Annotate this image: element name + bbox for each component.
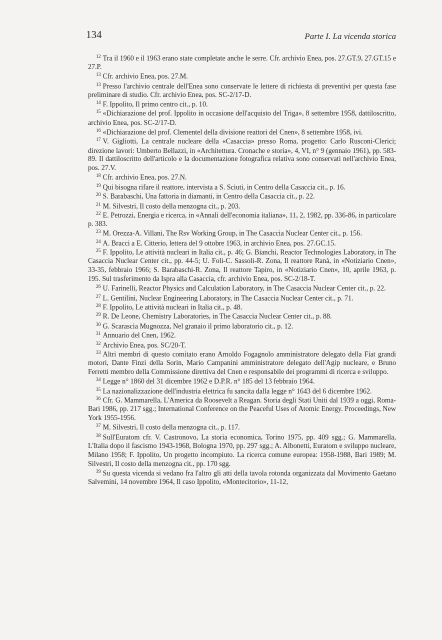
footnote-text: Presso l'archivio centrale dell'Enea sono conservate le lettere di richiesta di preventivi per questa fase preliminare di studio. Cfr. archivio Enea, pos. SC-2/17-D. (88, 82, 396, 100)
footnote (88, 183, 396, 192)
footnote-text: G. Scarascia Mugnozza, Nel granaio il primo laboratorio cit., p. 12. (102, 322, 294, 331)
footnote (88, 377, 396, 386)
footnote (88, 54, 396, 72)
footnote-number: 39 (96, 469, 101, 475)
footnote-number: 15 (96, 110, 101, 116)
footnote-number: 25 (96, 249, 101, 255)
footnote-number: 30 (96, 322, 101, 328)
footnote-text: S. Barabaschi, Una fattoria in diamanti, in Centro della Casaccia cit., p. 22. (102, 192, 315, 201)
footnote (88, 387, 396, 396)
footnote-text: V. Gigliotti, La centrale nucleare della «Casaccia» presso Roma, progetto: Carlo Rusconi-Clerici; direzione lavori: Umberto Bellazzi, in «Architettura. Cronache e storia», 4, VI, n° 9 (gennaio 1961), pp. 583-89. Il dattiloscritto dell'articolo e la documentazione fotografica relativa sono conservati nell'archivio Enea, pos. 27.V. (88, 137, 396, 173)
footnote-number: 16 (96, 128, 101, 134)
footnote (88, 137, 396, 173)
footnote-text: M. Orezza-A. Villani, The Rsv Working Group, in The Casaccia Nuclear Center cit., p. 156. (102, 229, 362, 238)
footnote-text: E. Petrozzi, Energia e ricerca, in «Annali dell'economia italiana», 11, 2, 1982, pp. 336-86, in particolare p. 383. (88, 211, 396, 229)
footnote-text: F. Ippolito, Il primo centro cit., p. 10. (102, 100, 208, 109)
footnote-number: 32 (96, 341, 101, 347)
footnote-text: Tra il 1960 e il 1963 erano state completate anche le serre. Cfr. archivio Enea, pos. 27.GT.9, 27.GT.15 e 27.P. (88, 54, 396, 72)
footnote (88, 350, 396, 377)
footnote (88, 229, 396, 238)
footnote (88, 284, 396, 293)
footnote-text: Su questa vicenda si vedano fra l'altro gli atti della tavola rotonda organizzata dal Movimento Gaetano Salvemini, 14 novembre 1964, Il caso Ippolito, «Montecitorio», 11-12, (88, 469, 396, 487)
footnote-number: 23 (96, 230, 101, 236)
running-head: Parte I. La vicenda storica (304, 31, 396, 41)
footnote-number: 38 (96, 433, 101, 439)
footnote (88, 109, 396, 127)
footnote-text: L. Gentilini, Nuclear Engineering Laboratory, in The Casaccia Nuclear Center cit., p. 71. (102, 294, 354, 303)
footnote-number: 17 (96, 138, 101, 144)
footnote-number: 36 (96, 397, 101, 403)
footnotes-section (88, 54, 396, 634)
page-number: 134 (86, 30, 102, 41)
footnote-text: M. Silvestri, Il costo della menzogna cit., p. 117. (102, 423, 240, 432)
footnote (88, 433, 396, 469)
footnote-number: 37 (96, 424, 101, 430)
footnote-text: Sull'Euratom cfr. V. Castronovo, La storia economica, Torino 1975, pp. 409 sgg.; G. Mammarella, L'Italia dopo il fascismo 1943-1968, Bologna 1970, pp. 297 sgg.; A. Albonetti, Euratom e sviluppo nucleare, Milano 1958; F. Ippolito, Un progetto incompiuto. La ricerca comune europea: 1958-1988, Bari 1989; M. Silvestri, Il costo della menzogna cit., pp. 170 sgg. (88, 433, 396, 468)
footnote (88, 303, 396, 312)
footnote-number: 28 (96, 303, 101, 309)
footnote (88, 341, 396, 350)
footnote-text: U. Farinelli, Reactor Physics and Calculation Laboratory, in The Casaccia Nuclear Center cit., p. 22. (102, 284, 386, 293)
footnote-text: Archivio Enea, pos. SC/20-T. (102, 341, 187, 350)
footnote-text: Cfr. G. Mammarella, L'America da Roosevelt a Reagan. Storia degli Stati Uniti dal 1939 a oggi, Roma-Bari 1986, pp. 217 sgg.; International Conference on the Peaceful Uses of Atomic Energy. Proceedings, New York 1955-1956. (88, 396, 396, 423)
footnote-number: 33 (96, 351, 101, 356)
footnote-number: 26 (96, 285, 101, 291)
footnote-number: 31 (96, 332, 101, 338)
footnote-text: R. De Leone, Chemistry Laboratories, in The Casaccia Nuclear Center cit., p. 88. (102, 312, 332, 321)
footnote (88, 192, 396, 201)
footnote (88, 128, 396, 137)
footnote (88, 294, 396, 303)
footnote (88, 331, 396, 340)
footnote-text: F. Ippolito, Le attività nucleari in Italia cit., p. 46; G. Bianchi, Reactor Technologies Laboratory, in The Casaccia Nuclear Center cit., pp. 44-5; U. Foli-C. Sassoli-R. Zona, Il reattore Ranà, in «Notiziario Cnen», 33-35, febbraio 1966; S. Barabaschi-R. Zona, Il reattore Tapiro, in «Notiziario Cnen», 10, aprile 1963, p. 195. Sul trasferimento da Ispra alla Casaccia, cfr. archivio Enea, pos. SC-2/18-T. (88, 248, 396, 284)
footnote-number: 14 (96, 101, 101, 107)
footnote-number: 19 (96, 183, 101, 189)
footnote-text: M. Silvestri, Il costo della menzogna cit., p. 203. (102, 202, 241, 210)
footnote-number: 20 (96, 193, 101, 199)
page-header (86, 30, 396, 44)
footnote-text: Legge n° 1860 del 31 dicembre 1962 e D.P.R. n° 185 del 13 febbraio 1964. (102, 377, 315, 386)
footnote (88, 82, 396, 100)
footnote-number: 27 (96, 294, 101, 300)
footnote (88, 248, 396, 284)
footnote-text: A. Bracci a E. Citterio, lettera del 9 ottobre 1963, in archivio Enea, pos. 27.GC.15. (102, 239, 336, 248)
footnote-number: 35 (96, 387, 101, 393)
footnote-number: 21 (96, 202, 101, 208)
footnote-number: 29 (96, 313, 101, 319)
footnote-number: 24 (96, 239, 101, 245)
footnote-number: 22 (96, 211, 101, 217)
footnote (88, 239, 396, 248)
footnote (88, 312, 396, 321)
footnote (88, 396, 396, 423)
footnote-text: Qui bisogna rifare il reattore, intervista a S. Sciuti, in Centro della Casaccia cit., p. 16. (102, 183, 346, 192)
footnote (88, 423, 396, 432)
footnote (88, 469, 396, 487)
footnote (88, 173, 396, 182)
footnote (88, 211, 396, 229)
footnote (88, 202, 396, 211)
footnote-number: 13 (96, 82, 101, 88)
footnote-text: Cfr. archivio Enea, pos. 27.N. (102, 173, 187, 182)
footnote-text: Annuario del Cnen, 1962. (102, 331, 176, 340)
footnote-number: 13 (96, 73, 101, 79)
footnote (88, 322, 396, 331)
footnote-number: 12 (96, 55, 101, 60)
footnote-text: Altri membri di questo comitato erano Arnoldo Fogagnolo amministratore delegato della Fiat grandi motori, Dante Finzi della Sorin, Mario Campanini amministratore delegato dell'Agip nucleare, e Bruno Ferretti membro della Commissione direttiva del Cnen e responsabile dei programmi di ricerca e sviluppo. (88, 350, 396, 377)
footnote-text: F. Ippolito, Le attività nucleari in Italia cit., p. 48. (102, 303, 243, 312)
footnote (88, 72, 396, 81)
footnote (88, 100, 396, 109)
footnote-text: «Dichiarazione del prof. Ippolito in occasione dell'acquisto del Triga», 8 settembre 1958, dattiloscritto, archivio Enea, pos. SC-2/17-D. (88, 109, 396, 127)
footnote-number: 34 (96, 378, 101, 384)
footnote-text: La nazionalizzazione dell'industria elettrica fu sancita dalla legge n° 1643 del 6 dicembre 1962. (102, 387, 372, 396)
footnote-number: 18 (96, 174, 101, 180)
footnote-text: «Dichiarazione del prof. Clementel della divisione reattori del Cnen», 8 settembre 1958, ivi. (102, 128, 363, 137)
footnote-text: Cfr. archivio Enea, pos. 27.M. (102, 72, 188, 81)
